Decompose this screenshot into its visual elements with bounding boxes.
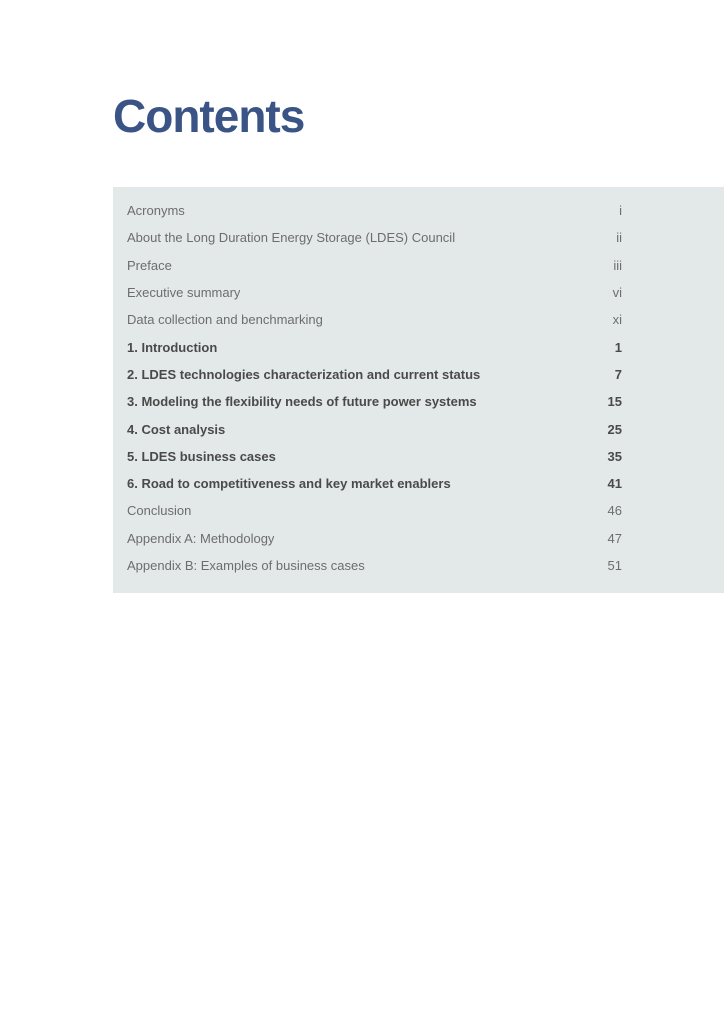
toc-entry-appendix-b[interactable]	[127, 552, 622, 579]
toc-entry-page-number: 47	[607, 530, 622, 546]
toc-entry-page-number: 41	[607, 476, 622, 492]
toc-entry-label: Executive summary	[127, 285, 241, 301]
toc-entry-label: 4. Cost analysis	[127, 421, 226, 437]
toc-entry-page-number: xi	[612, 312, 622, 328]
toc-entry-page-number: ii	[616, 230, 622, 246]
page-title: Contents	[113, 90, 305, 142]
toc-entry-page-number: 35	[607, 448, 622, 464]
toc-entry-label: 2. LDES technologies characterization and current status	[127, 366, 481, 382]
toc-entry-executive-summary[interactable]	[127, 279, 622, 306]
toc-entry-label: 6. Road to competitiveness and key market enablers	[127, 476, 451, 492]
toc-entry-appendix-a[interactable]	[127, 525, 622, 552]
toc-entry-conclusion[interactable]	[127, 497, 622, 524]
toc-entry-page-number: i	[619, 203, 622, 219]
toc-entry-preface[interactable]	[127, 252, 622, 279]
toc-entry-page-number: 7	[614, 366, 622, 382]
toc-entry-label: 1. Introduction	[127, 339, 218, 355]
toc-entry-road-to-competitiveness[interactable]	[127, 470, 622, 497]
toc-entry-introduction[interactable]	[127, 333, 622, 360]
toc-entry-page-number: vi	[612, 285, 622, 301]
toc-entry-ldes-technologies[interactable]	[127, 361, 622, 388]
toc-entry-label: About the Long Duration Energy Storage (LDES) Council	[127, 230, 456, 246]
toc-entry-acronyms[interactable]	[127, 197, 622, 224]
toc-entry-page-number: 1	[614, 339, 622, 355]
toc-entry-label: Conclusion	[127, 503, 192, 519]
table-of-contents-panel	[113, 187, 724, 593]
toc-entry-label: Appendix B: Examples of business cases	[127, 558, 365, 573]
toc-entry-business-cases[interactable]	[127, 443, 622, 470]
toc-entry-label: Preface	[127, 257, 172, 273]
toc-entry-label: Acronyms	[127, 203, 185, 219]
toc-entry-modeling-flexibility[interactable]	[127, 388, 622, 415]
toc-entry-page-number: iii	[613, 257, 622, 273]
toc-entry-data-collection[interactable]	[127, 306, 622, 333]
toc-entry-label: 3. Modeling the flexibility needs of future power systems	[127, 394, 477, 410]
toc-entry-label: Data collection and benchmarking	[127, 312, 323, 328]
toc-entry-cost-analysis[interactable]	[127, 415, 622, 442]
toc-entry-page-number: 25	[607, 421, 622, 437]
toc-entry-label: Appendix A: Methodology	[127, 530, 275, 546]
toc-entry-page-number: 15	[607, 394, 622, 410]
toc-entry-about-council[interactable]	[127, 224, 622, 251]
toc-entry-page-number: 51	[607, 558, 622, 573]
toc-entry-page-number: 46	[607, 503, 622, 519]
table-of-contents-list	[127, 197, 622, 579]
toc-entry-label: 5. LDES business cases	[127, 448, 276, 464]
